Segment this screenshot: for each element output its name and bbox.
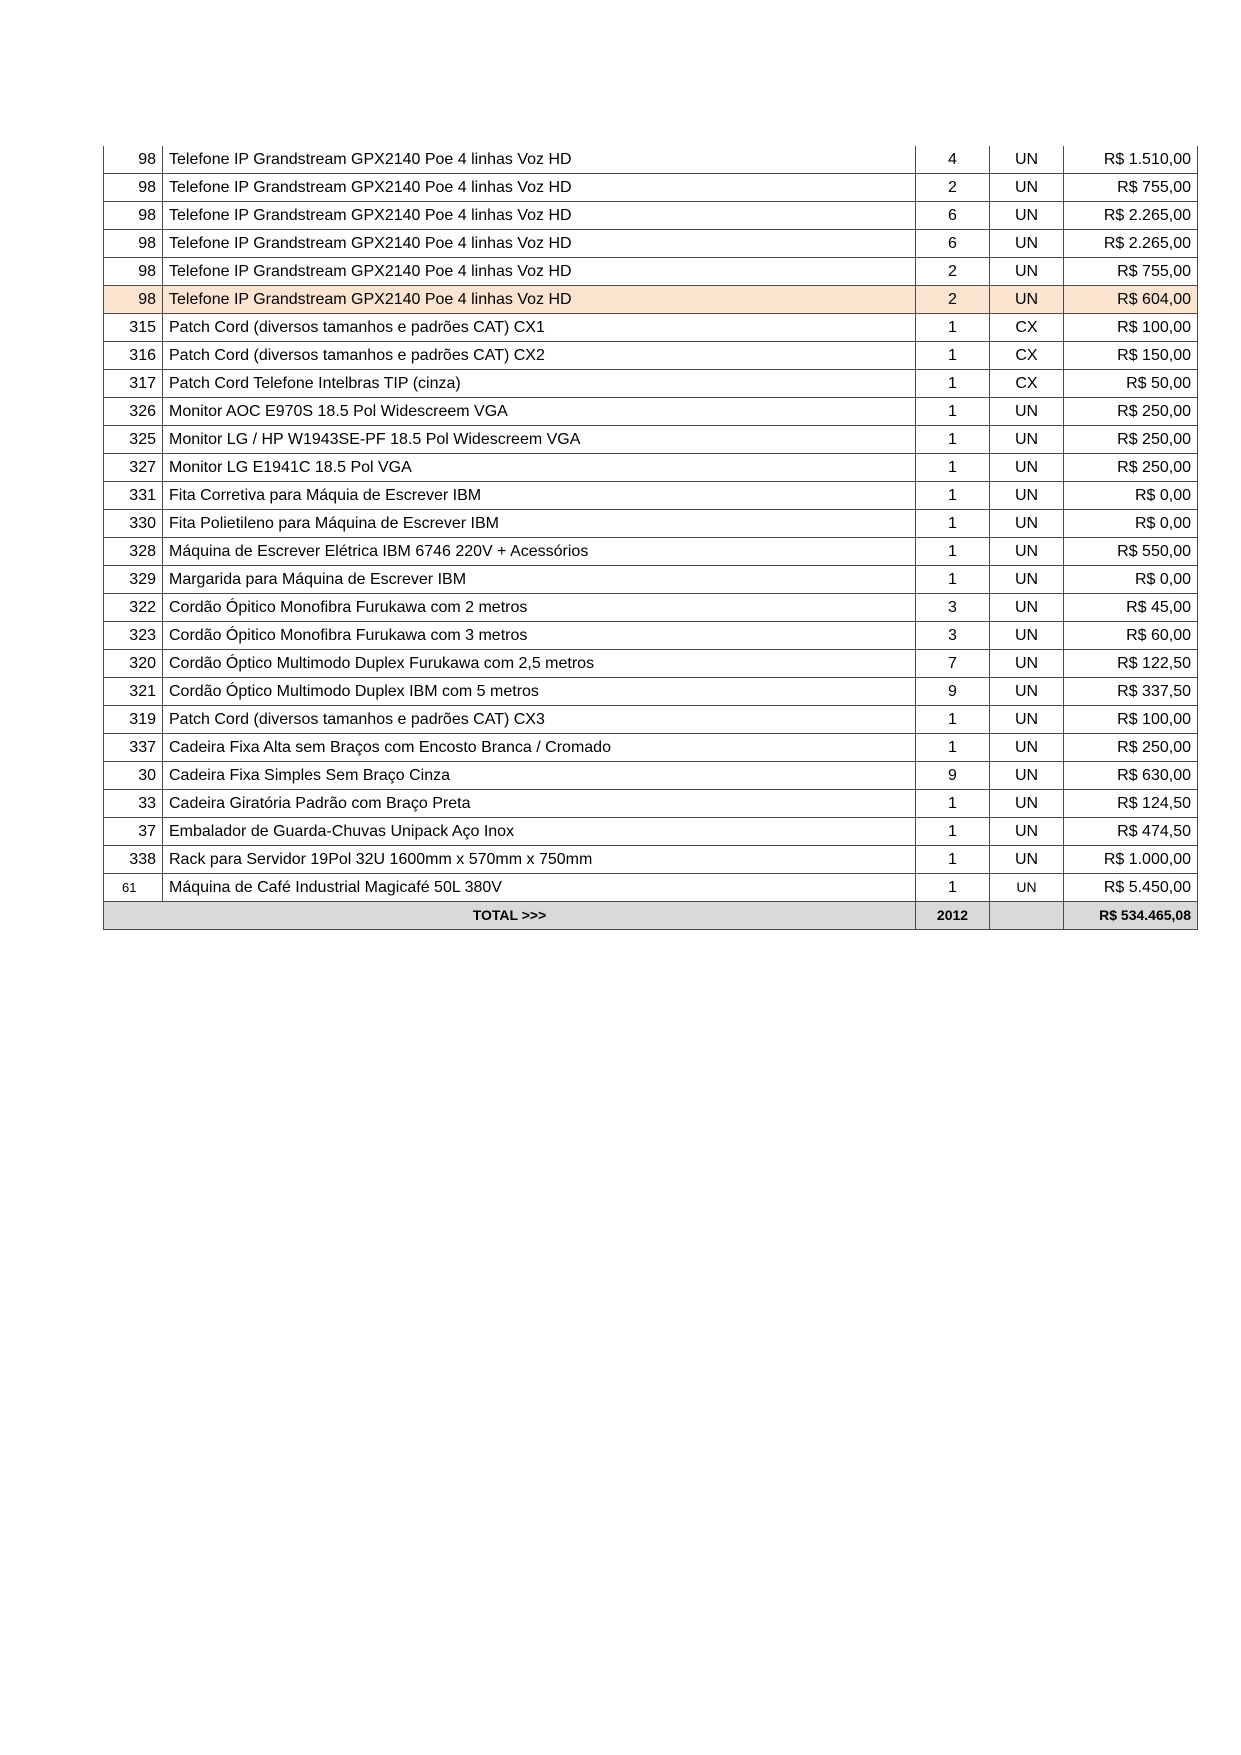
item-unit: UN bbox=[990, 230, 1064, 258]
item-quantity: 1 bbox=[916, 342, 990, 370]
item-code: 329 bbox=[104, 566, 163, 594]
item-description: Cadeira Giratória Padrão com Braço Preta bbox=[163, 790, 916, 818]
item-quantity: 1 bbox=[916, 314, 990, 342]
total-quantity: 2012 bbox=[916, 902, 990, 930]
item-description: Fita Polietileno para Máquina de Escrever IBM bbox=[163, 510, 916, 538]
item-unit: UN bbox=[990, 846, 1064, 874]
item-description: Monitor LG E1941C 18.5 Pol VGA bbox=[163, 454, 916, 482]
total-label: TOTAL >>> bbox=[104, 902, 916, 930]
item-code: 33 bbox=[104, 790, 163, 818]
table-row bbox=[104, 510, 1198, 538]
item-description: Cadeira Fixa Simples Sem Braço Cinza bbox=[163, 762, 916, 790]
table-row bbox=[104, 594, 1198, 622]
item-price: R$ 630,00 bbox=[1064, 762, 1198, 790]
item-description: Patch Cord (diversos tamanhos e padrões CAT) CX1 bbox=[163, 314, 916, 342]
table-row bbox=[104, 370, 1198, 398]
inventory-table-container bbox=[103, 146, 1197, 930]
item-quantity: 1 bbox=[916, 874, 990, 902]
item-code: 316 bbox=[104, 342, 163, 370]
table-row bbox=[104, 342, 1198, 370]
item-description: Monitor LG / HP W1943SE-PF 18.5 Pol Widescreem VGA bbox=[163, 426, 916, 454]
item-unit: UN bbox=[990, 622, 1064, 650]
item-code: 322 bbox=[104, 594, 163, 622]
item-description: Patch Cord (diversos tamanhos e padrões CAT) CX3 bbox=[163, 706, 916, 734]
item-description: Máquina de Café Industrial Magicafé 50L 380V bbox=[163, 874, 916, 902]
table-row bbox=[104, 146, 1198, 174]
item-code: 61 bbox=[104, 874, 163, 902]
table-row bbox=[104, 762, 1198, 790]
item-code: 326 bbox=[104, 398, 163, 426]
item-price: R$ 250,00 bbox=[1064, 454, 1198, 482]
item-unit: UN bbox=[990, 678, 1064, 706]
item-quantity: 1 bbox=[916, 734, 990, 762]
item-quantity: 4 bbox=[916, 146, 990, 174]
item-description: Máquina de Escrever Elétrica IBM 6746 220V + Acessórios bbox=[163, 538, 916, 566]
total-row bbox=[104, 902, 1198, 930]
item-code: 317 bbox=[104, 370, 163, 398]
item-quantity: 7 bbox=[916, 650, 990, 678]
item-price: R$ 337,50 bbox=[1064, 678, 1198, 706]
item-price: R$ 124,50 bbox=[1064, 790, 1198, 818]
item-unit: UN bbox=[990, 706, 1064, 734]
item-description: Telefone IP Grandstream GPX2140 Poe 4 linhas Voz HD bbox=[163, 230, 916, 258]
item-code: 337 bbox=[104, 734, 163, 762]
item-unit: UN bbox=[990, 286, 1064, 314]
item-quantity: 1 bbox=[916, 790, 990, 818]
item-code: 323 bbox=[104, 622, 163, 650]
item-quantity: 6 bbox=[916, 202, 990, 230]
item-code: 98 bbox=[104, 202, 163, 230]
item-quantity: 2 bbox=[916, 174, 990, 202]
item-code: 30 bbox=[104, 762, 163, 790]
item-price: R$ 0,00 bbox=[1064, 482, 1198, 510]
item-quantity: 6 bbox=[916, 230, 990, 258]
table-row bbox=[104, 258, 1198, 286]
table-row bbox=[104, 622, 1198, 650]
item-unit: UN bbox=[990, 818, 1064, 846]
item-code: 98 bbox=[104, 146, 163, 174]
item-quantity: 1 bbox=[916, 426, 990, 454]
item-unit: UN bbox=[990, 566, 1064, 594]
item-unit: UN bbox=[990, 454, 1064, 482]
item-price: R$ 100,00 bbox=[1064, 314, 1198, 342]
item-unit: UN bbox=[990, 762, 1064, 790]
item-description: Telefone IP Grandstream GPX2140 Poe 4 linhas Voz HD bbox=[163, 146, 916, 174]
inventory-table bbox=[103, 146, 1198, 930]
item-price: R$ 2.265,00 bbox=[1064, 202, 1198, 230]
table-row bbox=[104, 426, 1198, 454]
table-row bbox=[104, 734, 1198, 762]
item-unit: CX bbox=[990, 342, 1064, 370]
item-code: 98 bbox=[104, 286, 163, 314]
item-quantity: 9 bbox=[916, 762, 990, 790]
item-description: Cordão Ópitico Monofibra Furukawa com 3 metros bbox=[163, 622, 916, 650]
item-unit: UN bbox=[990, 398, 1064, 426]
item-price: R$ 550,00 bbox=[1064, 538, 1198, 566]
table-row bbox=[104, 650, 1198, 678]
item-code: 321 bbox=[104, 678, 163, 706]
item-price: R$ 122,50 bbox=[1064, 650, 1198, 678]
table-row bbox=[104, 790, 1198, 818]
item-unit: UN bbox=[990, 510, 1064, 538]
item-quantity: 3 bbox=[916, 622, 990, 650]
item-description: Patch Cord Telefone Intelbras TIP (cinza) bbox=[163, 370, 916, 398]
table-row bbox=[104, 566, 1198, 594]
item-price: R$ 604,00 bbox=[1064, 286, 1198, 314]
item-quantity: 1 bbox=[916, 370, 990, 398]
item-code: 328 bbox=[104, 538, 163, 566]
item-description: Cordão Óptico Multimodo Duplex Furukawa com 2,5 metros bbox=[163, 650, 916, 678]
item-quantity: 1 bbox=[916, 566, 990, 594]
table-row bbox=[104, 818, 1198, 846]
item-price: R$ 150,00 bbox=[1064, 342, 1198, 370]
item-price: R$ 50,00 bbox=[1064, 370, 1198, 398]
item-price: R$ 755,00 bbox=[1064, 258, 1198, 286]
item-unit: UN bbox=[990, 174, 1064, 202]
item-price: R$ 1.510,00 bbox=[1064, 146, 1198, 174]
item-unit: UN bbox=[990, 146, 1064, 174]
item-quantity: 1 bbox=[916, 538, 990, 566]
item-price: R$ 250,00 bbox=[1064, 734, 1198, 762]
table-row bbox=[104, 538, 1198, 566]
table-row bbox=[104, 398, 1198, 426]
item-code: 325 bbox=[104, 426, 163, 454]
item-unit: UN bbox=[990, 790, 1064, 818]
item-unit: UN bbox=[990, 734, 1064, 762]
table-row bbox=[104, 706, 1198, 734]
item-price: R$ 250,00 bbox=[1064, 426, 1198, 454]
item-price: R$ 1.000,00 bbox=[1064, 846, 1198, 874]
item-price: R$ 755,00 bbox=[1064, 174, 1198, 202]
item-description: Patch Cord (diversos tamanhos e padrões CAT) CX2 bbox=[163, 342, 916, 370]
item-unit: UN bbox=[990, 202, 1064, 230]
table-row bbox=[104, 846, 1198, 874]
item-description: Fita Corretiva para Máquia de Escrever IBM bbox=[163, 482, 916, 510]
item-unit: UN bbox=[990, 874, 1064, 902]
item-quantity: 3 bbox=[916, 594, 990, 622]
item-price: R$ 2.265,00 bbox=[1064, 230, 1198, 258]
item-code: 320 bbox=[104, 650, 163, 678]
item-code: 319 bbox=[104, 706, 163, 734]
item-quantity: 1 bbox=[916, 510, 990, 538]
table-row-highlighted bbox=[104, 286, 1198, 314]
item-description: Cordão Ópitico Monofibra Furukawa com 2 metros bbox=[163, 594, 916, 622]
item-description: Telefone IP Grandstream GPX2140 Poe 4 linhas Voz HD bbox=[163, 174, 916, 202]
item-description: Telefone IP Grandstream GPX2140 Poe 4 linhas Voz HD bbox=[163, 202, 916, 230]
item-unit: UN bbox=[990, 538, 1064, 566]
table-row bbox=[104, 202, 1198, 230]
total-price: R$ 534.465,08 bbox=[1064, 902, 1198, 930]
item-price: R$ 5.450,00 bbox=[1064, 874, 1198, 902]
item-quantity: 1 bbox=[916, 482, 990, 510]
item-code: 338 bbox=[104, 846, 163, 874]
item-price: R$ 100,00 bbox=[1064, 706, 1198, 734]
table-row bbox=[104, 314, 1198, 342]
item-price: R$ 0,00 bbox=[1064, 566, 1198, 594]
item-description: Rack para Servidor 19Pol 32U 1600mm x 570mm x 750mm bbox=[163, 846, 916, 874]
item-price: R$ 45,00 bbox=[1064, 594, 1198, 622]
table-row bbox=[104, 482, 1198, 510]
item-price: R$ 60,00 bbox=[1064, 622, 1198, 650]
item-description: Embalador de Guarda-Chuvas Unipack Aço Inox bbox=[163, 818, 916, 846]
item-quantity: 2 bbox=[916, 258, 990, 286]
item-code: 98 bbox=[104, 174, 163, 202]
item-code: 315 bbox=[104, 314, 163, 342]
item-description: Telefone IP Grandstream GPX2140 Poe 4 linhas Voz HD bbox=[163, 286, 916, 314]
item-code: 331 bbox=[104, 482, 163, 510]
item-quantity: 1 bbox=[916, 818, 990, 846]
item-quantity: 1 bbox=[916, 846, 990, 874]
item-quantity: 1 bbox=[916, 454, 990, 482]
item-unit: UN bbox=[990, 650, 1064, 678]
item-price: R$ 0,00 bbox=[1064, 510, 1198, 538]
item-code: 98 bbox=[104, 258, 163, 286]
item-description: Monitor AOC E970S 18.5 Pol Widescreem VGA bbox=[163, 398, 916, 426]
item-description: Cadeira Fixa Alta sem Braços com Encosto Branca / Cromado bbox=[163, 734, 916, 762]
item-code: 330 bbox=[104, 510, 163, 538]
table-row bbox=[104, 678, 1198, 706]
table-row bbox=[104, 230, 1198, 258]
item-price: R$ 474,50 bbox=[1064, 818, 1198, 846]
item-unit: UN bbox=[990, 426, 1064, 454]
item-code: 37 bbox=[104, 818, 163, 846]
item-price: R$ 250,00 bbox=[1064, 398, 1198, 426]
item-quantity: 1 bbox=[916, 398, 990, 426]
item-description: Telefone IP Grandstream GPX2140 Poe 4 linhas Voz HD bbox=[163, 258, 916, 286]
item-unit: CX bbox=[990, 370, 1064, 398]
item-code: 327 bbox=[104, 454, 163, 482]
item-unit: UN bbox=[990, 258, 1064, 286]
total-unit bbox=[990, 902, 1064, 930]
table-row bbox=[104, 174, 1198, 202]
item-unit: UN bbox=[990, 482, 1064, 510]
table-row bbox=[104, 454, 1198, 482]
item-quantity: 9 bbox=[916, 678, 990, 706]
item-code: 98 bbox=[104, 230, 163, 258]
item-quantity: 2 bbox=[916, 286, 990, 314]
item-unit: UN bbox=[990, 594, 1064, 622]
table-row bbox=[104, 874, 1198, 902]
item-unit: CX bbox=[990, 314, 1064, 342]
item-description: Margarida para Máquina de Escrever IBM bbox=[163, 566, 916, 594]
item-description: Cordão Óptico Multimodo Duplex IBM com 5 metros bbox=[163, 678, 916, 706]
inventory-table-body bbox=[104, 146, 1198, 930]
item-quantity: 1 bbox=[916, 706, 990, 734]
